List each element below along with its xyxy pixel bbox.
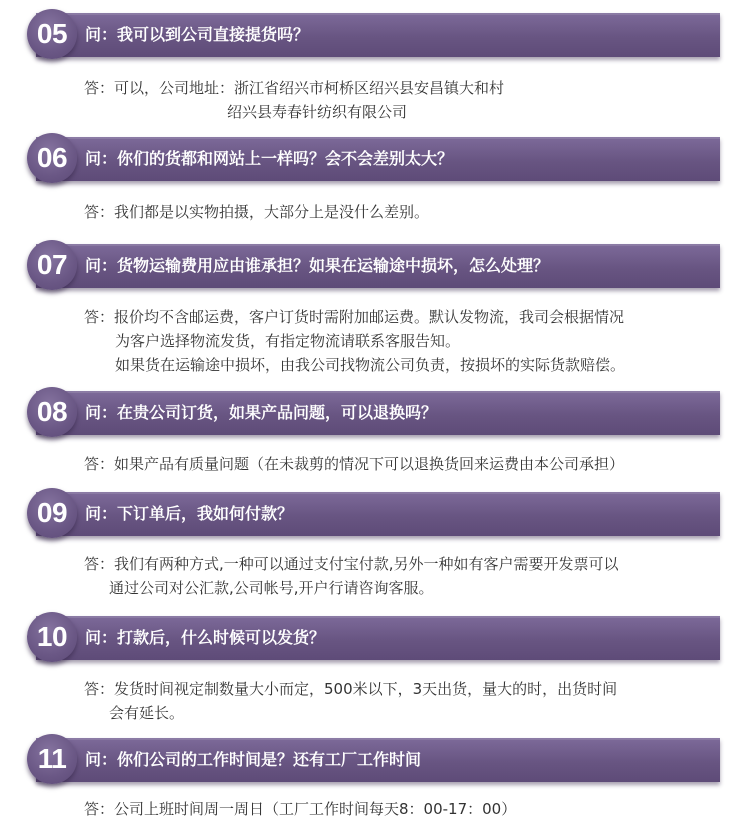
answer-text: [84, 305, 625, 377]
question-text: 问：在贵公司订货，如果产品问题，可以退换吗？: [85, 403, 438, 422]
number-badge: 07: [27, 240, 77, 290]
answer-line: 答：公司上班时间周一周日（工厂工作时间每天8：00-17：00）: [84, 800, 517, 818]
answer-text: [84, 452, 624, 476]
answer-line: 答：我们有两种方式,一种可以通过支付宝付款,另外一种如有客户需要开发票可以: [84, 555, 619, 573]
number-badge: 08: [27, 387, 77, 437]
answer-line: 答：我们都是以实物拍摄，大部分上是没什么差别。: [84, 203, 430, 221]
question-text: 问：打款后，什么时候可以发货？: [85, 628, 326, 647]
number-badge: 11: [27, 734, 77, 784]
answer-line: 通过公司对公汇款,公司帐号,开户行请咨询客服。: [109, 579, 434, 597]
answer-line: 答：如果产品有质量问题（在未裁剪的情况下可以退换货回来运费由本公司承担）: [84, 455, 625, 473]
question-text: 问：下订单后，我如何付款？: [85, 504, 294, 523]
question-text: 问：货物运输费用应由谁承担？如果在运输途中损坏，怎么处理？: [85, 256, 550, 275]
answer-line: 为客户选择物流发货，有指定物流请联系客服告知。: [115, 332, 461, 350]
answer-text: [84, 76, 504, 124]
answer-line: 绍兴县寿春针纺织有限公司: [227, 103, 408, 121]
number-badge: 09: [27, 488, 77, 538]
answer-line: 会有延长。: [109, 704, 185, 722]
answer-line: 答：可以，公司地址：浙江省绍兴市柯桥区绍兴县安昌镇大和村: [84, 79, 505, 97]
question-text: 问：你们公司的工作时间是？还有工厂工作时间: [85, 750, 422, 769]
number-badge: 06: [27, 133, 77, 183]
question-text: 问：你们的货都和网站上一样吗？会不会差别太大？: [85, 149, 454, 168]
answer-text: [84, 552, 619, 600]
number-badge: 10: [27, 612, 77, 662]
answer-line: 答：发货时间视定制数量大小而定，500米以下，3天出货，量大的时，出货时间: [84, 680, 618, 698]
answer-text: [84, 797, 516, 821]
answer-text: [84, 677, 617, 725]
answer-line: 如果货在运输途中损坏，由我公司找物流公司负责，按损坏的实际货款赔偿。: [115, 356, 626, 374]
question-text: 问：我可以到公司直接提货吗？: [85, 25, 310, 44]
answer-text: [84, 200, 429, 224]
answer-line: 答：报价均不含邮运费，客户订货时需附加邮运费。默认发物流，我司会根据情况: [84, 308, 625, 326]
number-badge: 05: [27, 9, 77, 59]
